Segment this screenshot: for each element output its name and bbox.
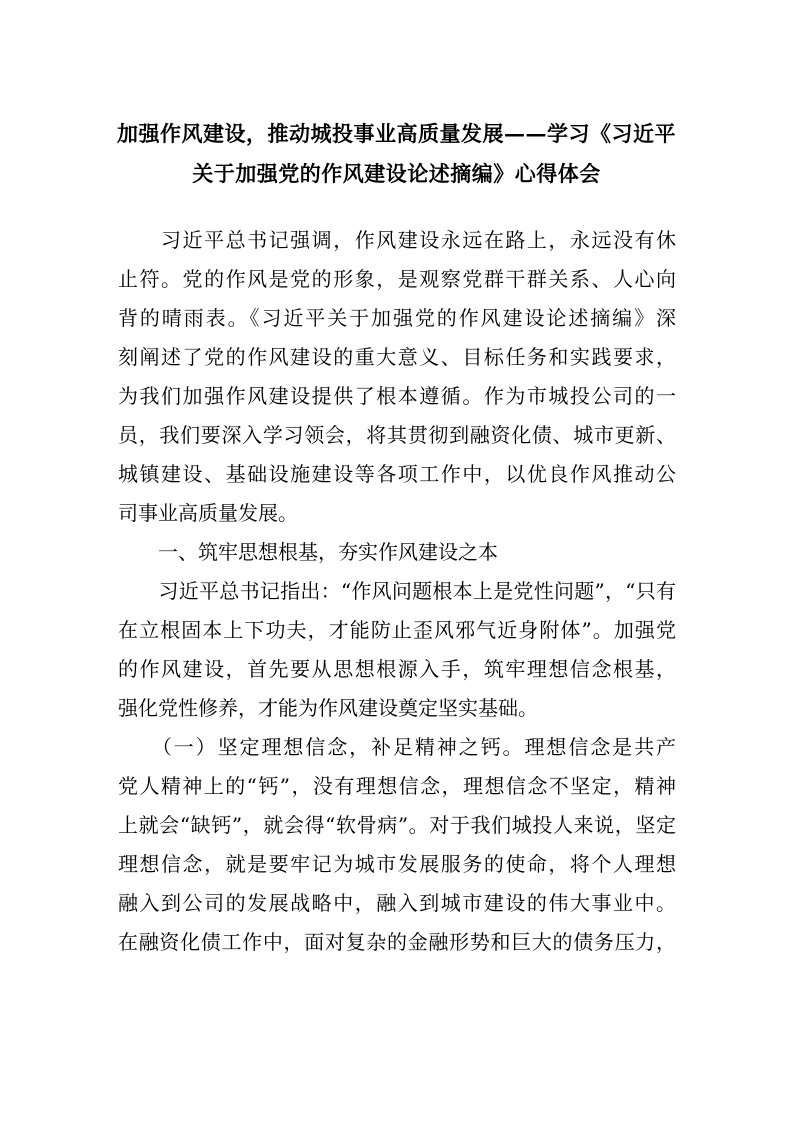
body-line: 习近平总书记强调，作风建设永远在路上，永远没有休 xyxy=(118,228,676,252)
body-line: 止符。党的作风是党的形象，是观察党群干群关系、人心向 xyxy=(118,267,676,291)
body-line: （一）坚定理想信念，补足精神之钙。理想信念是共产 xyxy=(118,735,676,759)
body-line: 刻阐述了党的作风建设的重大意义、目标任务和实践要求， xyxy=(118,345,676,369)
body-line: 在融资化债工作中，面对复杂的金融形势和巨大的债务压力， xyxy=(118,930,676,954)
body-line: 上就会“缺钙”，就会得“软骨病”。对于我们城投人来说，坚定 xyxy=(118,813,676,837)
body-line: 城镇建设、基础设施建设等各项工作中，以优良作风推动公 xyxy=(118,462,676,486)
body-line: 背的晴雨表。《习近平关于加强党的作风建设论述摘编》深 xyxy=(118,306,676,330)
body-line: 强化党性修养，才能为作风建设奠定坚实基础。 xyxy=(118,696,538,720)
body-line: 的作风建设，首先要从思想根源入手，筑牢理想信念根基， xyxy=(118,657,676,681)
section-heading: 一、筑牢思想根基，夯实作风建设之本 xyxy=(118,540,498,564)
body-line: 在立根固本上下功夫，才能防止歪风邪气近身附体”。加强党 xyxy=(118,618,676,642)
document-body xyxy=(118,221,676,962)
document-title xyxy=(110,114,683,194)
body-line: 员，我们要深入学习领会，将其贯彻到融资化债、城市更新、 xyxy=(118,423,676,447)
body-line: 为我们加强作风建设提供了根本遵循。作为市城投公司的一 xyxy=(118,384,676,408)
body-line: 习近平总书记指出：“作风问题根本上是党性问题”，“只有 xyxy=(118,579,676,603)
body-line: 党人精神上的“钙”，没有理想信念，理想信念不坚定，精神 xyxy=(118,774,676,798)
body-line: 融入到公司的发展战略中，融入到城市建设的伟大事业中。 xyxy=(118,891,676,915)
body-line: 司事业高质量发展。 xyxy=(118,501,298,525)
body-line: 理想信念，就是要牢记为城市发展服务的使命，将个人理想 xyxy=(118,852,676,876)
title-line-2: 关于加强党的作风建设论述摘编》心得体会 xyxy=(192,161,601,186)
title-line-1: 加强作风建设，推动城投事业高质量发展——学习《习近平 xyxy=(117,121,676,146)
